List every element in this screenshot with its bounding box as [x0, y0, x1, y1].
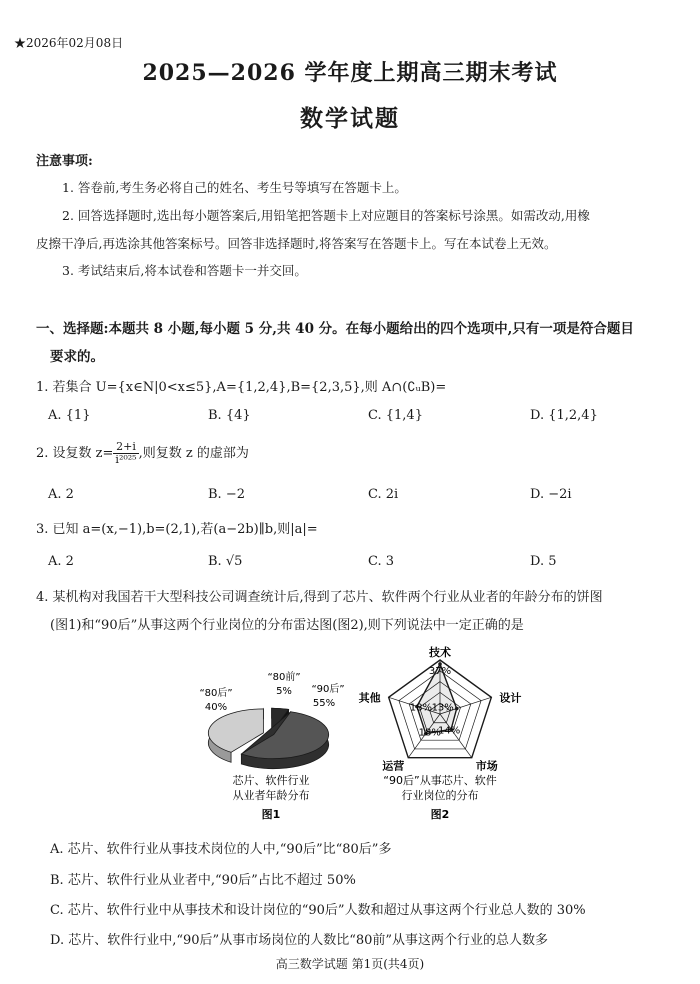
question-2-option-c: C. 2i: [368, 487, 399, 502]
radar-value-label-4: 18%: [409, 702, 433, 714]
exam-date: ★2026年02月08日: [14, 36, 124, 50]
pie-label-value-1: 5%: [276, 686, 292, 697]
radar-category-label-1: 设计: [499, 691, 522, 705]
figure-1-label: 图1: [261, 808, 281, 821]
radar-value-label-3: 18%: [418, 727, 441, 739]
question-2-option-b: B. −2: [208, 487, 245, 502]
exam-subject: 数学试题: [300, 105, 400, 132]
question-2-stem: [36, 441, 249, 466]
question-4-stem-line1: 4. 某机构对我国若干大型科技公司调查统计后,得到了芯片、软件两个行业从业者的年龄分布的饼图: [36, 590, 603, 605]
radar-value-label-1: 13%: [431, 702, 454, 714]
figure-2-radar-chart: [356, 646, 524, 826]
radar-point-1: [455, 707, 459, 711]
question-4-stem-line2: (图1)和“90后”从事这两个行业岗位的分布雷达图(图2),则下列说法中一定正确的是: [50, 618, 524, 633]
question-2-option-d: D. −2i: [530, 487, 572, 502]
question-2-prefix: 2. 设复数 z=: [36, 446, 114, 461]
question-1-option-d: D. {1,2,4}: [530, 408, 598, 423]
pie-label-value-0: 40%: [204, 702, 228, 713]
exam-title: 2025—2026 学年度上期高三期末考试: [142, 60, 558, 86]
notice-item-2-line2: 皮擦干净后,再选涂其他答案标号。回答非选择题时,将答案写在答题卡上。写在本试卷上无效。: [36, 236, 557, 251]
question-3-option-d: D. 5: [530, 554, 557, 569]
question-3-option-c: C. 3: [368, 554, 395, 569]
figure-1-caption-line1: 芯片、软件行业: [232, 774, 310, 787]
radar-value-label-2: 14%: [437, 725, 461, 737]
pie-label-value-2: 55%: [312, 698, 336, 709]
page-footer: 高三数学试题 第1页(共4页): [275, 957, 425, 971]
pie-label-category-0: “80后”: [199, 688, 233, 699]
notice-heading: 注意事项:: [36, 154, 93, 169]
radar-category-label-0: 技术: [429, 646, 451, 659]
pie-slices: [208, 708, 328, 768]
notice-item-1: 1. 答卷前,考生务必将自己的姓名、考生号等填写在答题卡上。: [62, 180, 407, 195]
fraction-numerator: 2+i: [113, 441, 138, 454]
section-heading-line2: 要求的。: [50, 349, 104, 365]
question-3-option-a: A. 2: [48, 554, 74, 569]
radar-category-label-3: 运营: [382, 759, 405, 773]
pie-label-category-2: “90后”: [311, 684, 345, 695]
radar-category-label-4: 其他: [358, 691, 381, 705]
figure-2-label: 图2: [430, 808, 450, 821]
question-2-suffix: ,则复数 z 的虚部为: [138, 446, 249, 461]
pie-label-category-1: “80前”: [267, 672, 301, 683]
radar-value-label-0: 37%: [428, 666, 452, 678]
question-3-option-b: B. √5: [208, 554, 243, 569]
question-1-option-c: C. {1,4}: [368, 408, 423, 423]
question-1-option-a: A. {1}: [48, 408, 91, 423]
radar-category-label-2: 市场: [475, 759, 498, 773]
question-1-option-b: B. {4}: [208, 408, 251, 423]
figure-1-caption-line2: 从业者年龄分布: [232, 789, 310, 802]
notice-item-3: 3. 考试结束后,将本试卷和答题卡一并交回。: [62, 263, 307, 278]
question-1-stem: 1. 若集合 U={x∈N|0<x≤5},A={1,2,4},B={2,3,5},则 A∩(∁ᵤB)=: [36, 380, 447, 395]
question-3-stem: 3. 已知 a=(x,−1),b=(2,1),若(a−2b)∥b,则|a|=: [36, 522, 318, 537]
question-4-option-b: B. 芯片、软件行业从业者中,“90后”占比不超过 50%: [50, 873, 356, 888]
figure-2-caption-line1: “90后”从事芯片、软件: [383, 774, 497, 787]
figure-2-caption-line2: 行业岗位的分布: [401, 789, 479, 802]
question-4-option-d: D. 芯片、软件行业中,“90后”从事市场岗位的人数比“80前”从事这两个行业的总人数多: [50, 933, 549, 948]
question-2-fraction: [113, 441, 138, 466]
question-4-option-a: A. 芯片、软件行业从事技术岗位的人中,“90后”比“80后”多: [50, 842, 392, 857]
figure-1-pie-chart: [196, 668, 356, 826]
notice-item-2-line1: 2. 回答选择题时,选出每小题答案后,用铅笔把答题卡上对应题目的答案标号涂黑。如需改动,用橡: [62, 208, 590, 223]
question-2-option-a: A. 2: [48, 487, 74, 502]
question-4-option-c: C. 芯片、软件行业中从事技术和设计岗位的“90后”人数和超过从事这两个行业总人数的 30%: [50, 903, 586, 918]
fraction-denominator: i²⁰²⁵: [115, 453, 137, 466]
section-heading-line1: 一、选择题:本题共 8 小题,每小题 5 分,共 40 分。在每小题给出的四个选项中,只有一项是符合题目: [36, 321, 634, 337]
